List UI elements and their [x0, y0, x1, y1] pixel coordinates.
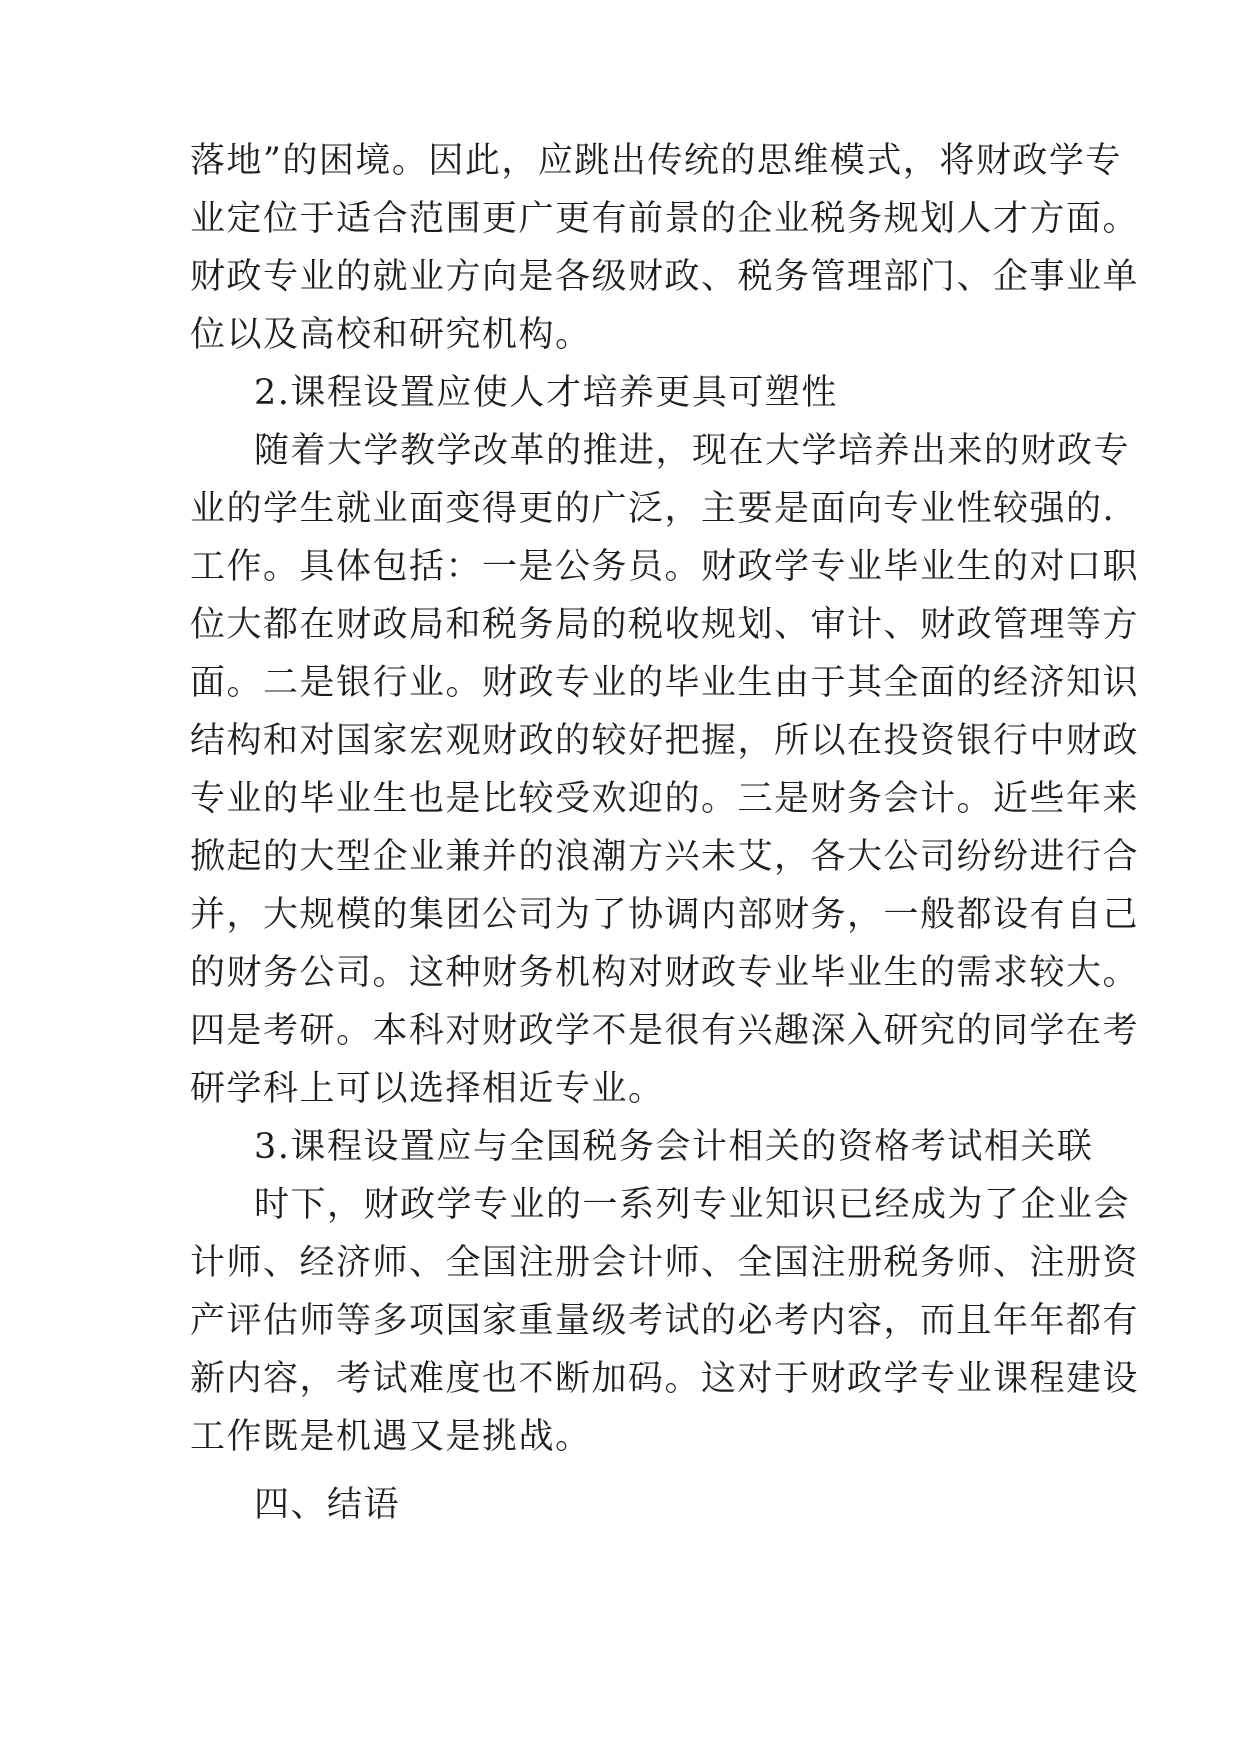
paragraph-line: 掀起的大型企业兼并的浪潮方兴未艾，各大公司纷纷进行合 — [190, 837, 1140, 877]
paragraph-line: 专业的毕业生也是比较受欢迎的。三是财务会计。近些年来 — [190, 779, 1140, 819]
paragraph-line: 工作。具体包括：一是公务员。财政学专业毕业生的对口职 — [190, 547, 1140, 587]
paragraph-line: 的财务公司。这种财务机构对财政专业毕业生的需求较大。 — [190, 953, 1140, 993]
paragraph-line: 计师、经济师、全国注册会计师、全国注册税务师、注册资 — [190, 1243, 1140, 1283]
paragraph-line: 位大都在财政局和税务局的税收规划、审计、财政管理等方 — [190, 605, 1140, 645]
paragraph-line: 业的学生就业面变得更的广泛，主要是面向专业性较强的. — [190, 489, 1116, 529]
paragraph-line: 落地”的困境。因此，应跳出传统的思维模式，将财政学专 — [190, 141, 1122, 181]
paragraph-line: 位以及高校和研究机构。 — [190, 315, 592, 355]
section-heading-2: 2.课程设置应使人才培养更具可塑性 — [254, 373, 838, 413]
document-body — [190, 132, 1140, 1534]
paragraph-line: 四是考研。本科对财政学不是很有兴趣深入研究的同学在考 — [190, 1011, 1140, 1051]
paragraph-line: 研学科上可以选择相近专业。 — [190, 1069, 665, 1109]
paragraph-line: 结构和对国家宏观财政的较好把握，所以在投资银行中财政 — [190, 721, 1140, 761]
paragraph-line: 时下，财政学专业的一系列专业知识已经成为了企业会 — [254, 1185, 1131, 1225]
paragraph-line: 随着大学教学改革的推进，现在大学培养出来的财政专 — [254, 431, 1131, 471]
section-heading-conclusion: 四、结语 — [254, 1485, 401, 1525]
paragraph-line: 财政专业的就业方向是各级财政、税务管理部门、企事业单 — [190, 257, 1140, 297]
paragraph-line: 面。二是银行业。财政专业的毕业生由于其全面的经济知识 — [190, 663, 1140, 703]
section-heading-3: 3.课程设置应与全国税务会计相关的资格考试相关联 — [254, 1127, 1094, 1167]
paragraph-line: 业定位于适合范围更广更有前景的企业税务规划人才方面。 — [190, 199, 1140, 239]
paragraph-line: 产评估师等多项国家重量级考试的必考内容，而且年年都有 — [190, 1301, 1140, 1341]
paragraph-line: 并，大规模的集团公司为了协调内部财务，一般都设有自己 — [190, 895, 1140, 935]
paragraph-line: 工作既是机遇又是挑战。 — [190, 1417, 592, 1457]
paragraph-line: 新内容，考试难度也不断加码。这对于财政学专业课程建设 — [190, 1359, 1140, 1399]
